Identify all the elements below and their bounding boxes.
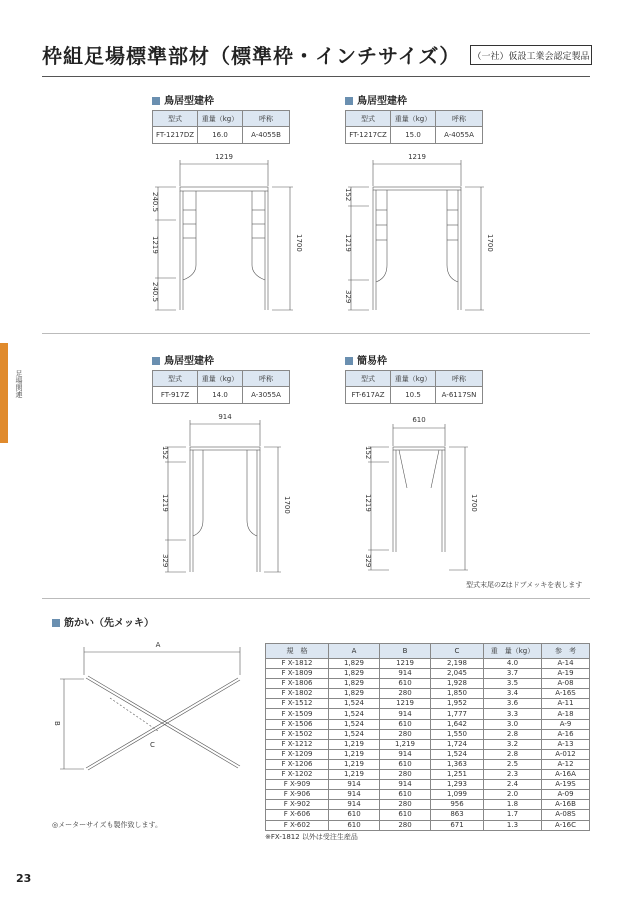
table-cell: 1,219 <box>380 739 431 749</box>
table-cell: 914 <box>329 800 380 810</box>
frame-4-spec-table <box>345 370 483 404</box>
page-title: 枠組足場標準部材（標準枠・インチサイズ） <box>42 44 461 68</box>
table-row <box>266 810 590 820</box>
table-cell: A-11 <box>542 699 590 709</box>
table-cell: 2.0 <box>484 790 542 800</box>
bottom-dimension: 329 <box>364 554 372 568</box>
table-row <box>266 759 590 769</box>
header-cell: 参 考 <box>542 644 590 659</box>
table-cell: 1,524 <box>329 719 380 729</box>
brace-label-c: C <box>150 741 155 749</box>
table-cell: A-16A <box>542 770 590 780</box>
table-cell: 2.8 <box>484 749 542 759</box>
table-row <box>266 699 590 709</box>
table-cell: 1,524 <box>329 699 380 709</box>
header-cell: A <box>329 644 380 659</box>
table-cell: A-08 <box>542 679 590 689</box>
brace-label-a: A <box>155 641 161 649</box>
mid-dimension: 1219 <box>161 494 169 512</box>
table-cell: A-16 <box>542 729 590 739</box>
table-cell: F X-1202 <box>266 770 329 780</box>
table-cell: 280 <box>380 770 431 780</box>
frame-note: 型式末尾のZはドブメッキを表します <box>466 581 583 589</box>
table-cell: 1,219 <box>329 739 380 749</box>
table-cell: F X-1809 <box>266 669 329 679</box>
header-cell: 重量（kg） <box>391 111 436 127</box>
table-cell: 914 <box>329 780 380 790</box>
bottom-dimension: 329 <box>344 290 352 304</box>
header-cell: 重量（kg） <box>198 371 243 387</box>
bottom-dimension: 329 <box>161 554 169 568</box>
mid-dimension: 1219 <box>151 236 159 254</box>
table-cell: A-9 <box>542 719 590 729</box>
model-cell: FT-1217DZ <box>153 127 198 144</box>
table-cell: 1219 <box>380 659 431 669</box>
table-row <box>266 820 590 830</box>
top-dimension: 152 <box>364 446 372 460</box>
frame-3-heading: 鳥居型建枠 <box>152 352 214 367</box>
table-cell: A-16C <box>542 820 590 830</box>
top-dimension: 240.5 <box>151 192 159 213</box>
table-cell: 1.3 <box>484 820 542 830</box>
table-cell: 3.3 <box>484 709 542 719</box>
table-row <box>266 679 590 689</box>
table-cell: 280 <box>380 800 431 810</box>
table-cell: 1,524 <box>329 729 380 739</box>
square-bullet-icon <box>345 97 353 105</box>
header-cell: 重量（kg） <box>391 371 436 387</box>
code-cell: A-3055A <box>243 387 290 404</box>
header-cell: 型式 <box>153 111 198 127</box>
table-cell: F X-909 <box>266 780 329 790</box>
table-cell: A-16S <box>542 689 590 699</box>
table-cell: 1,829 <box>329 659 380 669</box>
table-cell: A-08S <box>542 810 590 820</box>
header-cell: 重 量（kg） <box>484 644 542 659</box>
header-cell: 規 格 <box>266 644 329 659</box>
table-cell: 671 <box>431 820 484 830</box>
weight-cell: 14.0 <box>198 387 243 404</box>
table-cell: 2.4 <box>484 780 542 790</box>
height-dimension: 1700 <box>283 496 291 514</box>
frame-2-spec-table <box>345 110 483 144</box>
header-cell: 重量（kg） <box>198 111 243 127</box>
table-cell: F X-602 <box>266 820 329 830</box>
table-cell: 610 <box>380 719 431 729</box>
header-cell: 型式 <box>153 371 198 387</box>
frame-1-spec-table <box>152 110 290 144</box>
table-cell: 2.5 <box>484 759 542 769</box>
frame-3-spec-table <box>152 370 290 404</box>
table-row <box>266 709 590 719</box>
table-cell: 1,642 <box>431 719 484 729</box>
table-cell: F X-906 <box>266 790 329 800</box>
table-cell: 3.0 <box>484 719 542 729</box>
square-bullet-icon <box>152 97 160 105</box>
table-cell: 1,829 <box>329 669 380 679</box>
table-cell: 1,219 <box>329 749 380 759</box>
table-cell: 914 <box>380 669 431 679</box>
side-label: 足場関連 <box>15 370 23 398</box>
table-cell: F X-902 <box>266 800 329 810</box>
table-cell: F X-1506 <box>266 719 329 729</box>
brace-label-b: B <box>53 721 61 726</box>
table-cell: F X-606 <box>266 810 329 820</box>
brace-table-note: ※FX-1812 以外は受注生産品 <box>265 833 358 841</box>
table-row <box>266 719 590 729</box>
table-cell: A-14 <box>542 659 590 669</box>
table-cell: 1,952 <box>431 699 484 709</box>
code-cell: A-4055A <box>436 127 483 144</box>
table-cell: 3.5 <box>484 679 542 689</box>
table-cell: 914 <box>380 780 431 790</box>
table-cell: 610 <box>329 820 380 830</box>
brace-note: ◎メーターサイズも製作致します。 <box>52 821 162 829</box>
table-cell: 2,198 <box>431 659 484 669</box>
frame-2-drawing <box>335 150 495 320</box>
table-row <box>266 689 590 699</box>
table-cell: A-12 <box>542 759 590 769</box>
table-cell: 1,829 <box>329 679 380 689</box>
header-cell: 呼称 <box>243 111 290 127</box>
width-dimension: 1219 <box>408 153 426 161</box>
table-cell: 1,251 <box>431 770 484 780</box>
table-cell: 1,724 <box>431 739 484 749</box>
table-cell: 1,524 <box>329 709 380 719</box>
frame-4-drawing <box>355 410 485 580</box>
width-dimension: 610 <box>412 416 426 424</box>
table-cell: 914 <box>380 749 431 759</box>
brace-spec-table <box>265 643 590 831</box>
table-cell: A-16B <box>542 800 590 810</box>
table-cell: 1,850 <box>431 689 484 699</box>
frame-1-heading: 鳥居型建枠 <box>152 92 214 107</box>
bottom-dimension: 240.5 <box>151 282 159 303</box>
header-cell: C <box>431 644 484 659</box>
model-cell: FT-917Z <box>153 387 198 404</box>
width-dimension: 914 <box>218 413 232 421</box>
code-cell: A-6117SN <box>436 387 483 404</box>
brace-drawing <box>50 635 265 795</box>
table-cell: A-19 <box>542 669 590 679</box>
model-cell: FT-617AZ <box>346 387 391 404</box>
table-cell: F X-1806 <box>266 679 329 689</box>
header-cell: 呼称 <box>436 371 483 387</box>
table-cell: 610 <box>329 810 380 820</box>
title-rule <box>42 76 590 77</box>
frame-2-heading: 鳥居型建枠 <box>345 92 407 107</box>
table-cell: F X-1206 <box>266 759 329 769</box>
table-cell: 610 <box>380 759 431 769</box>
table-row <box>266 749 590 759</box>
table-cell: A-012 <box>542 749 590 759</box>
square-bullet-icon <box>152 357 160 365</box>
divider-1 <box>42 333 590 334</box>
top-dimension: 152 <box>344 188 352 202</box>
table-cell: 3.6 <box>484 699 542 709</box>
table-row <box>266 780 590 790</box>
table-cell: 280 <box>380 689 431 699</box>
table-cell: 2.8 <box>484 729 542 739</box>
table-row <box>266 770 590 780</box>
frame-1-drawing <box>140 150 303 320</box>
table-cell: A-09 <box>542 790 590 800</box>
table-cell: 610 <box>380 679 431 689</box>
page-number: 23 <box>16 872 32 885</box>
table-cell: F X-1512 <box>266 699 329 709</box>
divider-2 <box>42 598 590 599</box>
mid-dimension: 1219 <box>344 234 352 252</box>
table-cell: 1,099 <box>431 790 484 800</box>
table-cell: A-13 <box>542 739 590 749</box>
width-dimension: 1219 <box>215 153 233 161</box>
square-bullet-icon <box>52 619 60 627</box>
table-cell: F X-1802 <box>266 689 329 699</box>
weight-cell: 16.0 <box>198 127 243 144</box>
table-cell: F X-1502 <box>266 729 329 739</box>
table-cell: 280 <box>380 820 431 830</box>
code-cell: A-4055B <box>243 127 290 144</box>
height-dimension: 1700 <box>295 234 303 252</box>
table-cell: 1219 <box>380 699 431 709</box>
table-cell: 3.2 <box>484 739 542 749</box>
table-cell: F X-1812 <box>266 659 329 669</box>
top-dimension: 152 <box>161 446 169 460</box>
table-cell: 4.0 <box>484 659 542 669</box>
table-cell: 1,524 <box>431 749 484 759</box>
header-cell: 型式 <box>346 111 391 127</box>
table-cell: 3.4 <box>484 689 542 699</box>
header-cell: B <box>380 644 431 659</box>
table-cell: F X-1212 <box>266 739 329 749</box>
frame-4-heading: 簡易枠 <box>345 352 387 367</box>
table-row <box>266 659 590 669</box>
table-cell: 1,219 <box>329 759 380 769</box>
table-cell: 1.8 <box>484 800 542 810</box>
table-row <box>266 669 590 679</box>
table-cell: F X-1209 <box>266 749 329 759</box>
table-cell: 1.7 <box>484 810 542 820</box>
weight-cell: 15.0 <box>391 127 436 144</box>
table-cell: F X-1509 <box>266 709 329 719</box>
table-row <box>266 729 590 739</box>
table-cell: 1,829 <box>329 689 380 699</box>
side-tab <box>0 343 8 443</box>
table-cell: A-18 <box>542 709 590 719</box>
brace-heading: 筋かい（先メッキ） <box>52 614 154 629</box>
table-cell: 280 <box>380 729 431 739</box>
table-cell: 1,777 <box>431 709 484 719</box>
weight-cell: 10.5 <box>391 387 436 404</box>
square-bullet-icon <box>345 357 353 365</box>
model-cell: FT-1217CZ <box>346 127 391 144</box>
table-cell: 956 <box>431 800 484 810</box>
table-cell: A-19S <box>542 780 590 790</box>
table-cell: 914 <box>329 790 380 800</box>
frame-3-drawing <box>150 410 300 580</box>
header-cell: 呼称 <box>243 371 290 387</box>
table-cell: 1,363 <box>431 759 484 769</box>
table-cell: 1,293 <box>431 780 484 790</box>
table-cell: 1,550 <box>431 729 484 739</box>
table-cell: 1,928 <box>431 679 484 689</box>
table-cell: 2,045 <box>431 669 484 679</box>
header-cell: 型式 <box>346 371 391 387</box>
height-dimension: 1700 <box>486 234 494 252</box>
header-cell: 呼称 <box>436 111 483 127</box>
table-cell: 2.3 <box>484 770 542 780</box>
table-cell: 610 <box>380 790 431 800</box>
mid-dimension: 1219 <box>364 494 372 512</box>
table-cell: 3.7 <box>484 669 542 679</box>
table-row <box>266 790 590 800</box>
certification-badge: （一社）仮設工業会認定製品 <box>470 45 592 65</box>
table-cell: 914 <box>380 709 431 719</box>
table-row <box>266 800 590 810</box>
table-cell: 863 <box>431 810 484 820</box>
height-dimension: 1700 <box>470 494 478 512</box>
table-cell: 610 <box>380 810 431 820</box>
table-cell: 1,219 <box>329 770 380 780</box>
table-row <box>266 739 590 749</box>
